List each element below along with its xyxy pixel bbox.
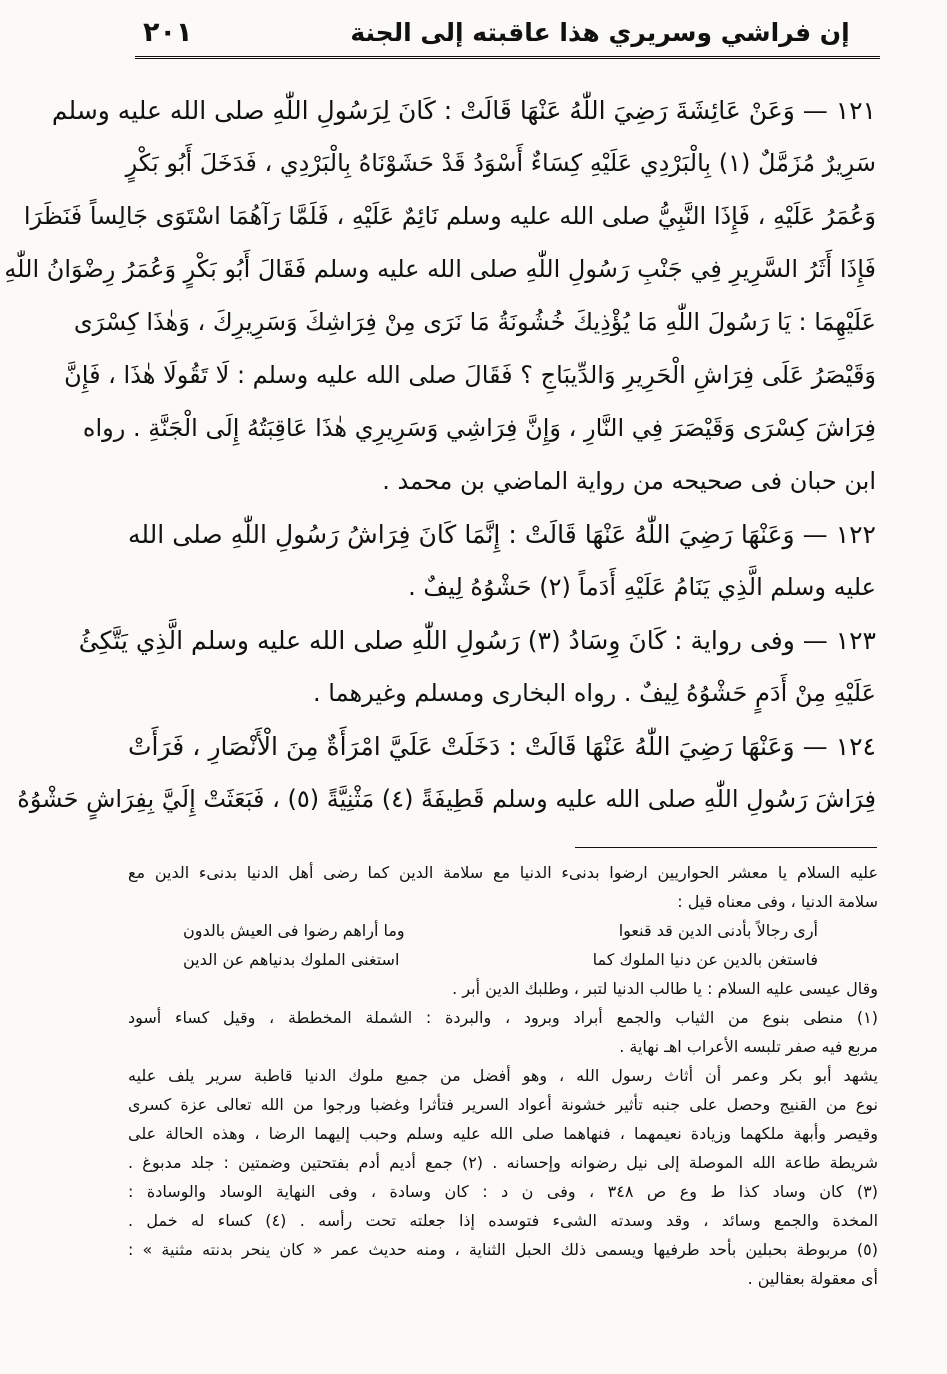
- text-line: ابن حبان فى صحيحه من رواية الماضي بن محمد .: [382, 467, 876, 495]
- poem-verse: [128, 916, 878, 945]
- poem-hemistich: استغنى الملوك بدنياهم عن الدين: [183, 950, 400, 969]
- text-line: عَلَيْهِ مِنْ أَدَمٍ حَشْوُهُ لِيفٌ . رواه البخارى ومسلم وغيرهما .: [313, 679, 876, 707]
- poem-verse: [128, 945, 878, 974]
- footnote-line: وقيصر وأبهة ملكهما وزيادة نعيمهما ، فنهاهما صلى الله عليه وسلم وحبب إليهما الرضا ، وهذه الحالة على: [128, 1124, 878, 1143]
- page-number: ٢٠١: [143, 17, 193, 48]
- poem-hemistich: أرى رجالاً بأدنى الدين قد قنعوا: [618, 921, 818, 940]
- poem-hemistich: وما أراهم رضوا فى العيش بالدون: [183, 921, 405, 940]
- running-header: [135, 14, 880, 54]
- footnote-line: نوع من القنيج وحصل على جنبه تأثير خشونة أعواد السرير فتأثرا وغضبا ورجوا من الله تعالى عزة كسرى: [128, 1095, 878, 1114]
- text-line: وَقَيْصَرُ عَلَى فِرَاشِ الْحَرِيرِ وَالدِّيبَاجِ ؟ فَقَالَ صلى الله عليه وسلم : لَا تَقُولَا هٰذَا ، فَإِنَّ: [64, 361, 876, 389]
- text-line: ١٢٤ — وَعَنْهَا رَضِيَ اللّٰهُ عَنْهَا قَالَتْ : دَخَلَتْ عَلَيَّ امْرَأَةٌ مِنَ الْأَنْصَارِ ، فَرَأَتْ: [128, 732, 876, 761]
- text-line: عَلَيْهِمَا : يَا رَسُولَ اللّٰهِ مَا يُؤْذِيكَ خُشُونَةُ مَا نَرَى مِنْ فِرَاشِكَ وَسَرِيرِكَ ، وَهٰذَا كِسْرَى: [73, 308, 876, 336]
- footnote-line: أى معقولة بعقالين .: [747, 1269, 878, 1288]
- footnote-line: (٣) كان وساد كذا ط وع ص ٣٤٨ ، وفى ن د : كان وسادة ، وفى النهاية الوساد والوسادة :: [128, 1182, 879, 1201]
- footnote-line: المخدة والجمع وسائد ، وقد وسدته الشىء فتوسده إذا جعلته تحت رأسه . (٤) كساء له خمل .: [128, 1211, 879, 1230]
- footnote-separator: [575, 847, 877, 848]
- text-line: وَعُمَرُ عَلَيْهِ ، فَإِذَا النَّبِيُّ صلى الله عليه وسلم نَائِمٌ عَلَيْهِ ، فَلَمَّا رَآهُمَا اسْتَوَى جَالِساً فَنَظَرَا: [23, 202, 876, 230]
- text-line: فِرَاشَ رَسُولِ اللّٰهِ صلى الله عليه وسلم قَطِيفَةً (٤) مَثْنِيَّةً (٥) ، فَبَعَثَتْ إِلَيَّ بِفِرَاشٍ حَشْوُهُ: [17, 785, 876, 813]
- main-text: [4, 84, 876, 826]
- text-line: سَرِيرٌ مُزَمَّلٌ (١) بِالْبَرْدِي عَلَيْهِ كِسَاءٌ أَسْوَدُ قَدْ حَشَوْنَاهُ بِالْبَرْدِي ، فَدَخَلَ أَبُو بَكْرٍ: [125, 149, 876, 177]
- poem-hemistich: فاستغن بالدين عن دنيا الملوك كما: [592, 950, 818, 969]
- poem: [128, 916, 878, 974]
- footnote-line: وقال عيسى عليه السلام : يا طالب الدنيا لتبر ، وطلبك الدين أبر .: [452, 979, 878, 998]
- footnote-line: يشهد أبو بكر وعمر أن أثاث رسول الله ، وهو أفضل من جميع ملوك الدنيا قاطبة سرير يلف عليه: [128, 1066, 878, 1085]
- footnote-line: عليه السلام يا معشر الحواريين ارضوا بدنىء الدنيا مع سلامة الدين كما رضى أهل الدنيا بدنىء الدين مع: [128, 863, 878, 882]
- footnote-line: (١) منطى بنوع من الثياب والجمع أبراد وبرود ، والبردة : الشملة المخططة ، وقيل كساء أسود: [128, 1008, 878, 1027]
- text-line: فِرَاشَ كِسْرَى وَقَيْصَرَ فِي النَّارِ ، وَإِنَّ فِرَاشِي وَسَرِيرِي هٰذَا عَاقِبَتُهُ إِلَى الْجَنَّةِ . رواه: [82, 414, 876, 442]
- footnote-line: سلامة الدنيا ، وفى معناه قيل :: [677, 892, 878, 911]
- text-line: فَإِذَا أَثَرُ السَّرِيرِ فِي جَنْبِ رَسُولِ اللّٰهِ صلى الله عليه وسلم فَقَالَ أَبُو بَكْرٍ وَعُمَرُ رِضْوَانُ اللّٰهِ: [4, 255, 876, 283]
- footnote-line: مربع فيه صفر تلبسه الأعراب اهـ نهاية .: [619, 1037, 878, 1056]
- footnote-line: (٥) مربوطة بحبلين بأحد طرفيها ويسمى ذلك الحبل الثناية ، ومنه حديث عمر « كان ينحر بدنته مثنية » :: [128, 1240, 878, 1259]
- footnote-line: شريطة طاعة الله الموصلة إلى نيل رضوانه وإحسانه . (٢) جمع أديم أدم بفتحتين وضمتين : جلد مدبوغ .: [128, 1153, 878, 1172]
- text-line: ١٢٢ — وَعَنْهَا رَضِيَ اللّٰهُ عَنْهَا قَالَتْ : إِنَّمَا كَانَ فِرَاشُ رَسُولِ اللّٰهِ صلى الله: [128, 520, 876, 549]
- header-rule: [135, 56, 880, 59]
- text-line: عليه وسلم الَّذِي يَنَامُ عَلَيْهِ أَدَماً (٢) حَشْوُهُ لِيفٌ .: [408, 573, 876, 601]
- text-line: ١٢٣ — وفى رواية : كَانَ وِسَادُ (٣) رَسُولِ اللّٰهِ صلى الله عليه وسلم الَّذِي يَتَّكِئُ: [78, 626, 876, 655]
- running-title: إن فراشي وسريري هذا عاقبته إلى الجنة: [350, 18, 850, 47]
- text-line: ١٢١ — وَعَنْ عَائِشَةَ رَضِيَ اللّٰهُ عَنْهَا قَالَتْ : كَانَ لِرَسُولِ اللّٰهِ صلى الله عليه وسلم: [51, 96, 876, 125]
- footnotes: [128, 858, 878, 1293]
